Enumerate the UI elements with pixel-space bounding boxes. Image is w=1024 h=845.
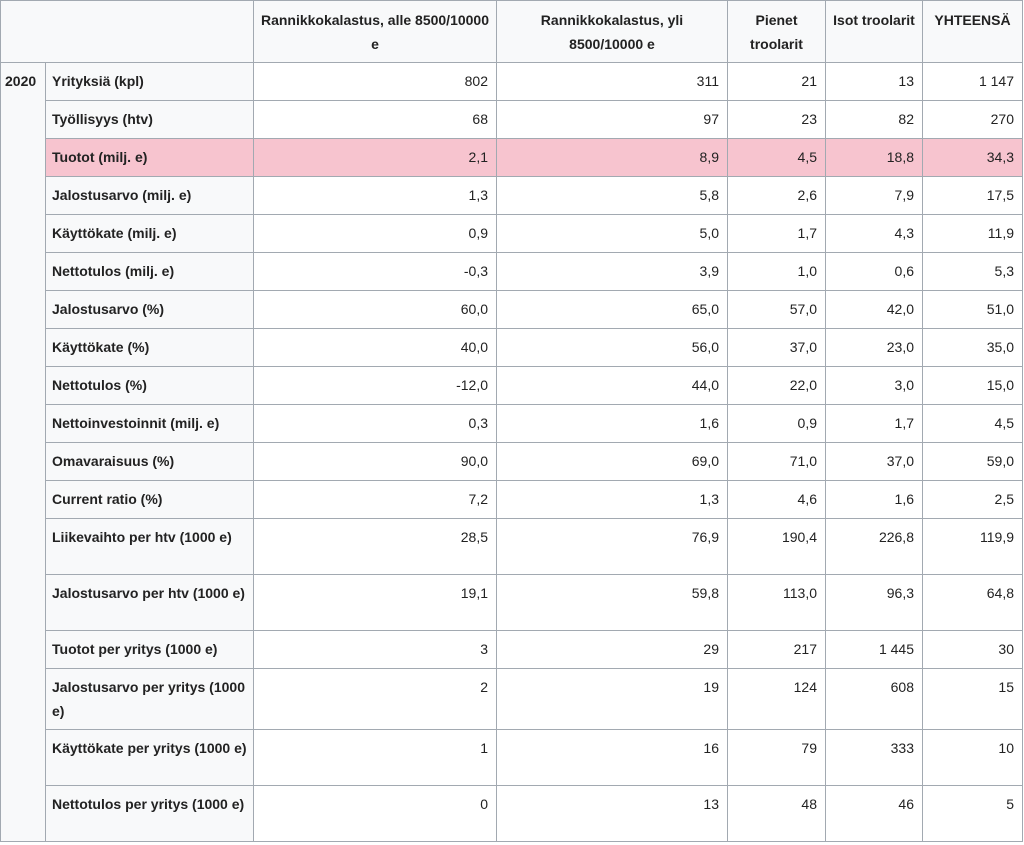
- table-cell: 0,9: [728, 405, 826, 443]
- table-row: [1, 730, 1023, 786]
- table-cell: 29: [497, 631, 728, 669]
- table-cell: 2,5: [923, 481, 1023, 519]
- table-cell: 5,0: [497, 215, 728, 253]
- table-cell: 96,3: [826, 575, 923, 631]
- table-cell: 5: [923, 786, 1023, 842]
- table-row: [1, 291, 1023, 329]
- table-row: [1, 481, 1023, 519]
- table-cell: 2,6: [728, 177, 826, 215]
- row-label: Käyttökate per yritys (1000 e): [46, 730, 254, 786]
- table-cell: 4,5: [923, 405, 1023, 443]
- row-label: Current ratio (%): [46, 481, 254, 519]
- table-cell: 8,9: [497, 139, 728, 177]
- corner-header: [1, 1, 254, 63]
- table-cell: 113,0: [728, 575, 826, 631]
- table-row: [1, 367, 1023, 405]
- row-label: Jalostusarvo per yritys (1000 e): [46, 669, 254, 730]
- table-cell: 56,0: [497, 329, 728, 367]
- table-cell: 11,9: [923, 215, 1023, 253]
- table-cell: 1,6: [826, 481, 923, 519]
- table-cell: 1,6: [497, 405, 728, 443]
- table-cell: 16: [497, 730, 728, 786]
- table-cell: 7,2: [254, 481, 497, 519]
- table-cell: 44,0: [497, 367, 728, 405]
- col-header-coastal-large: Rannikkokalastus, yli 8500/10000 e: [497, 1, 728, 63]
- table-cell: 19,1: [254, 575, 497, 631]
- table-cell: 19: [497, 669, 728, 730]
- table-cell: 28,5: [254, 519, 497, 575]
- table-cell: 21: [728, 63, 826, 101]
- table-cell: 1: [254, 730, 497, 786]
- table-cell: 217: [728, 631, 826, 669]
- table-cell: 2,1: [254, 139, 497, 177]
- table-cell: 35,0: [923, 329, 1023, 367]
- row-label: Jalostusarvo (%): [46, 291, 254, 329]
- table-row: [1, 786, 1023, 842]
- row-label: Liikevaihto per htv (1000 e): [46, 519, 254, 575]
- table-row: [1, 101, 1023, 139]
- table-cell: 40,0: [254, 329, 497, 367]
- table-cell: 226,8: [826, 519, 923, 575]
- table-cell: 48: [728, 786, 826, 842]
- table-cell: 15: [923, 669, 1023, 730]
- table-cell: 34,3: [923, 139, 1023, 177]
- table-row: [1, 575, 1023, 631]
- table-cell: 68: [254, 101, 497, 139]
- table-row: [1, 139, 1023, 177]
- table-cell: 4,5: [728, 139, 826, 177]
- table-cell: 2: [254, 669, 497, 730]
- table-cell: 79: [728, 730, 826, 786]
- table-cell: 82: [826, 101, 923, 139]
- year-header: 2020: [1, 63, 46, 842]
- table-cell: 3,0: [826, 367, 923, 405]
- row-label: Nettotulos per yritys (1000 e): [46, 786, 254, 842]
- table-cell: 4,6: [728, 481, 826, 519]
- col-header-large-trawlers: Isot troolarit: [826, 1, 923, 63]
- table-row: [1, 405, 1023, 443]
- row-label: Työllisyys (htv): [46, 101, 254, 139]
- table-cell: -12,0: [254, 367, 497, 405]
- row-label: Käyttökate (milj. e): [46, 215, 254, 253]
- table-cell: 37,0: [826, 443, 923, 481]
- row-label: Nettotulos (milj. e): [46, 253, 254, 291]
- table-cell: 10: [923, 730, 1023, 786]
- row-label: Nettoinvestoinnit (milj. e): [46, 405, 254, 443]
- table-cell: 22,0: [728, 367, 826, 405]
- row-label: Tuotot (milj. e): [46, 139, 254, 177]
- table-cell: 0: [254, 786, 497, 842]
- row-label: Jalostusarvo per htv (1000 e): [46, 575, 254, 631]
- table-cell: 1,0: [728, 253, 826, 291]
- table-cell: 17,5: [923, 177, 1023, 215]
- row-label: Omavaraisuus (%): [46, 443, 254, 481]
- table-cell: 802: [254, 63, 497, 101]
- table-row: [1, 177, 1023, 215]
- table-cell: 23: [728, 101, 826, 139]
- col-header-coastal-small: Rannikkokalastus, alle 8500/10000 e: [254, 1, 497, 63]
- table-row: [1, 215, 1023, 253]
- table-cell: 1,3: [254, 177, 497, 215]
- row-label: Jalostusarvo (milj. e): [46, 177, 254, 215]
- table-cell: 608: [826, 669, 923, 730]
- table-cell: 333: [826, 730, 923, 786]
- table-cell: 18,8: [826, 139, 923, 177]
- table-cell: 13: [497, 786, 728, 842]
- table-cell: -0,3: [254, 253, 497, 291]
- table-cell: 59,0: [923, 443, 1023, 481]
- row-label: Käyttökate (%): [46, 329, 254, 367]
- header-row: [1, 1, 1023, 63]
- table-cell: 1 147: [923, 63, 1023, 101]
- col-header-small-trawlers: Pienet troolarit: [728, 1, 826, 63]
- table-cell: 46: [826, 786, 923, 842]
- table-cell: 76,9: [497, 519, 728, 575]
- table-cell: 97: [497, 101, 728, 139]
- table-cell: 190,4: [728, 519, 826, 575]
- table-cell: 311: [497, 63, 728, 101]
- table-row: [1, 519, 1023, 575]
- table-cell: 71,0: [728, 443, 826, 481]
- table-cell: 30: [923, 631, 1023, 669]
- table-cell: 0,3: [254, 405, 497, 443]
- table-cell: 4,3: [826, 215, 923, 253]
- table-cell: 1,7: [826, 405, 923, 443]
- table-cell: 37,0: [728, 329, 826, 367]
- table-cell: 3: [254, 631, 497, 669]
- table-cell: 5,3: [923, 253, 1023, 291]
- table-cell: 1,7: [728, 215, 826, 253]
- table-cell: 1,3: [497, 481, 728, 519]
- table-row: [1, 329, 1023, 367]
- col-header-total: YHTEENSÄ: [923, 1, 1023, 63]
- table-row: [1, 443, 1023, 481]
- table-cell: 0,9: [254, 215, 497, 253]
- table-cell: 270: [923, 101, 1023, 139]
- table-cell: 124: [728, 669, 826, 730]
- table-cell: 59,8: [497, 575, 728, 631]
- table-cell: 64,8: [923, 575, 1023, 631]
- table-cell: 7,9: [826, 177, 923, 215]
- table-row: [1, 631, 1023, 669]
- table-cell: 23,0: [826, 329, 923, 367]
- table-row: [1, 669, 1023, 730]
- table-cell: 3,9: [497, 253, 728, 291]
- table-cell: 60,0: [254, 291, 497, 329]
- table-cell: 15,0: [923, 367, 1023, 405]
- table-cell: 42,0: [826, 291, 923, 329]
- table-row: [1, 253, 1023, 291]
- table-cell: 1 445: [826, 631, 923, 669]
- table-cell: 69,0: [497, 443, 728, 481]
- table-cell: 90,0: [254, 443, 497, 481]
- table-cell: 0,6: [826, 253, 923, 291]
- row-label: Nettotulos (%): [46, 367, 254, 405]
- table-cell: 51,0: [923, 291, 1023, 329]
- row-label: Tuotot per yritys (1000 e): [46, 631, 254, 669]
- table-cell: 57,0: [728, 291, 826, 329]
- table-row: [1, 63, 1023, 101]
- row-label: Yrityksiä (kpl): [46, 63, 254, 101]
- table-cell: 13: [826, 63, 923, 101]
- table-cell: 119,9: [923, 519, 1023, 575]
- table-cell: 5,8: [497, 177, 728, 215]
- table-cell: 65,0: [497, 291, 728, 329]
